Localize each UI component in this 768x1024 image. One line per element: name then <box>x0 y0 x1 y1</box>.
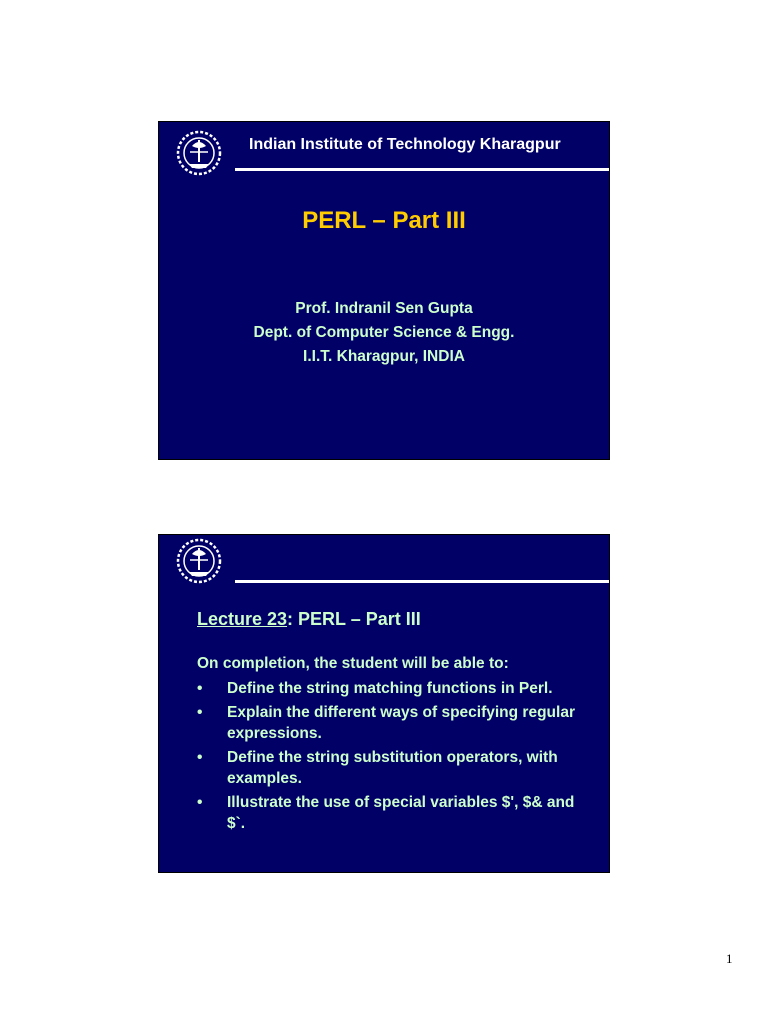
bullet-icon: • <box>197 749 203 766</box>
author-name: Prof. Indranil Sen Gupta <box>295 300 473 317</box>
list-item <box>197 678 589 699</box>
lecture-title <box>197 609 421 630</box>
list-item <box>197 702 589 744</box>
objective-text: Define the string substitution operators, with examples. <box>227 749 558 787</box>
header-rule <box>235 580 609 583</box>
page-number: 1 <box>726 951 733 966</box>
author-department: Dept. of Computer Science & Engg. <box>253 324 515 341</box>
objectives-slide <box>158 534 610 873</box>
objectives-body <box>197 653 589 837</box>
title-slide <box>158 121 610 460</box>
header-rule <box>235 168 609 171</box>
objective-text: Explain the different ways of specifying regular expressions. <box>227 704 575 742</box>
bullet-icon: • <box>197 680 203 697</box>
objective-text: Illustrate the use of special variables $', $& and $`. <box>227 794 575 832</box>
lecture-subject: : PERL – Part III <box>287 609 421 629</box>
iit-kharagpur-emblem-icon <box>176 130 222 176</box>
bullet-icon: • <box>197 794 203 811</box>
objectives-intro: On completion, the student will be able to: <box>197 655 509 672</box>
author-block <box>159 297 609 369</box>
iit-kharagpur-emblem-icon <box>176 538 222 584</box>
bullet-icon: • <box>197 704 203 721</box>
list-item <box>197 792 589 834</box>
author-institution: I.I.T. Kharagpur, INDIA <box>303 348 465 365</box>
institute-name: Indian Institute of Technology Kharagpur <box>249 136 561 153</box>
objectives-list <box>197 678 589 834</box>
lecture-number: Lecture 23 <box>197 609 288 629</box>
objective-text: Define the string matching functions in Perl. <box>227 680 553 697</box>
slide-title: PERL – Part III <box>302 207 466 234</box>
list-item <box>197 747 589 789</box>
